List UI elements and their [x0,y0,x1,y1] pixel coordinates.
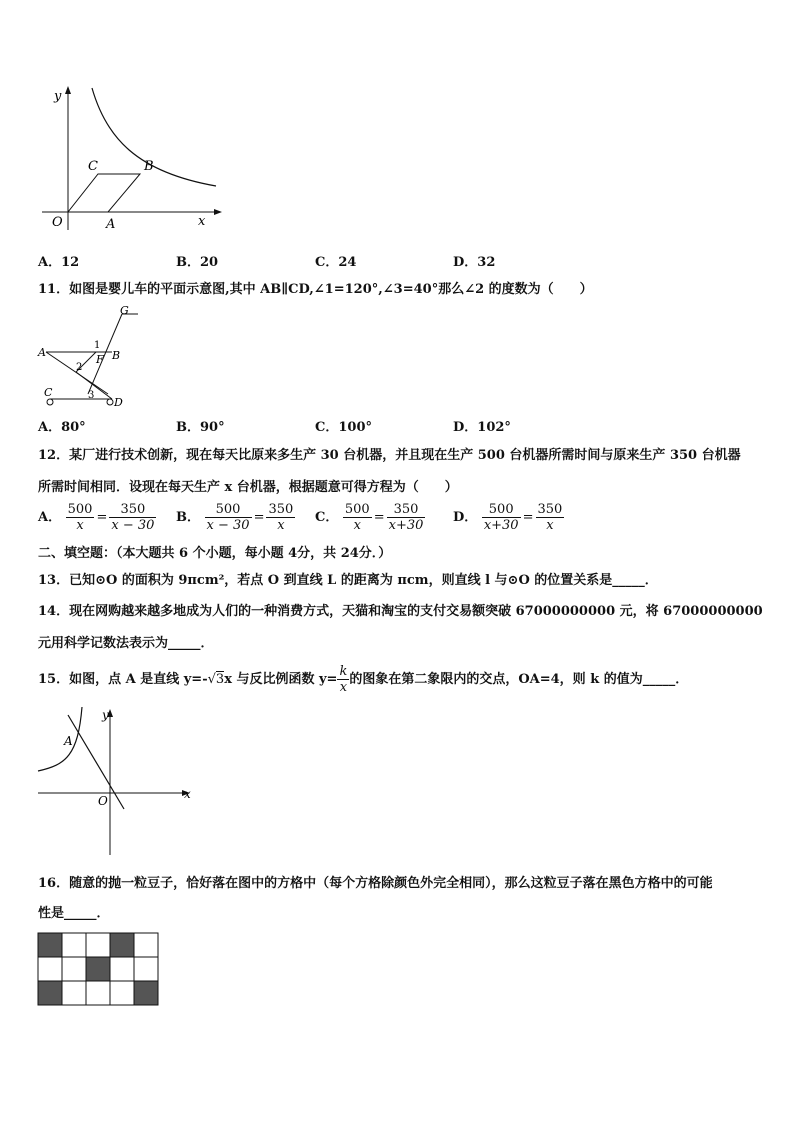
fraction-k-over-x: $\frac{k}{x}$ [339,664,348,695]
q11-question-text: 11．如图是婴儿车的平面示意图,其中 AB∥CD,∠1=120°,∠3=40°那么∠2 的度数为（ ） [38,282,593,297]
q12-option-d: D． $\frac{500}{x+30}$ = $\frac{350}{x}$ [453,502,563,533]
option-label: B． [176,510,200,525]
point-A-label: A [38,346,46,359]
fraction-left: $\frac{500}{x}$ [344,502,370,533]
sqrt-symbol: √ [207,672,216,687]
q11-option-d: D．102° [453,420,511,435]
hyperbola-curve [38,707,82,771]
q11-option-b: B．90° [176,420,225,435]
q14-question-line1: 14．现在网购越来越多地成为人们的一种消费方式，天猫和淘宝的支付交易额突破 67000000000 元，将 67000000000 [38,604,763,619]
q10-option-c: C．24 [315,255,357,270]
point-A-label: A [106,217,116,232]
option-label: A． [38,510,62,525]
section-2-title: 二、填空题：（本大题共 6 个小题，每小题 4分，共 24分．） [38,546,392,561]
origin-label: O [98,794,108,808]
parallelogram-OABC [68,174,140,212]
grid-cell-white [134,957,158,981]
checker-grid [37,932,159,1006]
y-axis-label: y [54,89,62,104]
q16-question-line2: 性是_____． [38,906,110,921]
fraction-right: $\frac{350}{x+30}$ [388,502,424,533]
q15-text-before: 15．如图，点 A 是直线 y=- [38,672,208,687]
q12-option-b: B． $\frac{500}{x - 30}$ = $\frac{350}{x}$ [176,502,294,533]
grid-cell-white [62,957,86,981]
q15-text-mid: x 与反比例函数 y= [224,672,338,687]
grid-cell-black [38,981,62,1005]
grid-cell-white [62,981,86,1005]
fraction-left: $\frac{500}{x - 30}$ [206,502,250,533]
grid-cell-white [86,933,110,957]
q11-option-a: A．80° [38,420,86,435]
fraction-left: $\frac{500}{x+30}$ [483,502,519,533]
fraction-right: $\frac{350}{x}$ [537,502,563,533]
fraction-right: $\frac{350}{x}$ [268,502,294,533]
point-C-label: C [44,386,53,399]
grid-cell-white [134,933,158,957]
figure-hyperbola-parallelogram [36,82,226,234]
option-label: C． [315,510,339,525]
q12-option-c: C． $\frac{500}{x}$ = $\frac{350}{x+30}$ [315,502,424,533]
point-B-label: B [112,349,121,362]
point-B-label: B [144,159,154,174]
grid-cell-white [110,957,134,981]
point-F-label: F [96,353,104,366]
option-label: D． [453,510,478,525]
fraction-right: $\frac{350}{x - 30}$ [111,502,155,533]
grid-cell-black [38,933,62,957]
angle-3-label: 3 [88,390,95,401]
point-C-label: C [88,159,98,174]
grid-cell-white [38,957,62,981]
q10-option-b: B．20 [176,255,219,270]
point-G-label: G [120,304,129,317]
q12-question-line2: 所需时间相同．设现在每天生产 x 台机器，根据题意可得方程为（ ） [38,480,458,495]
q15-text-after: 的图象在第二象限内的交点，OA=4，则 k 的值为_____． [349,672,689,687]
origin-label: O [52,215,63,230]
grid-cell-white [62,933,86,957]
y-axis-label: y [102,708,109,722]
q10-option-a: A．12 [38,255,80,270]
angle-1-label: 1 [94,340,101,351]
point-D-label: D [114,396,123,409]
sqrt-argument: 3 [215,672,225,687]
q16-question-line1: 16．随意的抛一粒豆子，恰好落在图中的方格中（每个方格除颜色外完全相同），那么这粒豆子落在黑色方格中的可能 [38,876,713,891]
q14-question-line2: 元用科学记数法表示为_____． [38,636,214,651]
q15-question-text [38,664,688,695]
x-axis-label: x [198,214,206,229]
q10-option-d: D．32 [453,255,496,270]
q13-question-text: 13．已知⊙O 的面积为 9πcm²，若点 O 到直线 L 的距离为 πcm，则直线 l 与⊙O 的位置关系是_____． [38,573,658,588]
line-y-neg-sqrt3-x [68,715,124,809]
q12-question-line1: 12．某厂进行技术创新，现在每天比原来多生产 30 台机器，并且现在生产 500 台机器所需时间与原来生产 350 台机器 [38,448,741,463]
figure-line-hyperbola [36,705,198,857]
hyperbola-curve [92,88,216,186]
angle-2-label: 2 [76,362,83,373]
grid-cell-black [86,957,110,981]
figure-stroller [36,302,176,412]
grid-cell-white [110,981,134,1005]
fraction-left: $\frac{500}{x}$ [67,502,93,533]
grid-cell-black [134,981,158,1005]
grid-cell-black [110,933,134,957]
grid-cell-white [86,981,110,1005]
point-A-label: A [64,734,73,748]
q12-option-a: A． $\frac{500}{x}$ = $\frac{350}{x - 30}$ [38,502,155,533]
q11-option-c: C．100° [315,420,372,435]
x-axis-label: x [184,787,191,801]
